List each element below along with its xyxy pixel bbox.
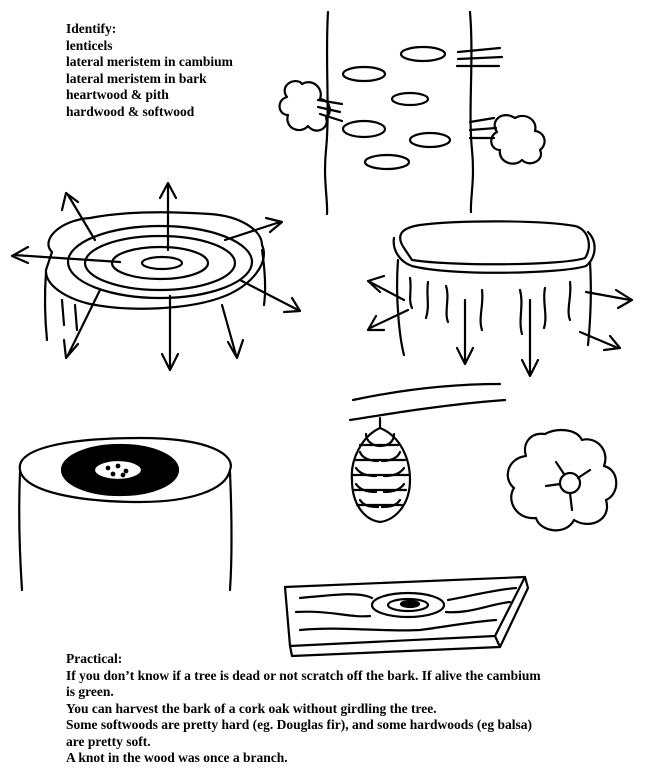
board-with-knot-sketch (285, 577, 528, 656)
identify-item-cambium: lateral meristem in cambium (66, 54, 233, 69)
identify-item-hardwood: hardwood & softwood (66, 103, 195, 119)
practical-notes (66, 651, 541, 767)
growth-ring-stump (12, 183, 300, 370)
identify-item-heartwood: heartwood & pith (66, 87, 169, 102)
practical-heading: Practical: (66, 651, 123, 666)
practical-line: If you don’t know if a tree is dead or not scratch off the bark. If alive the cambium (66, 667, 541, 683)
identify-item-bark: lateral meristem in bark (66, 70, 207, 86)
practical-line: A knot in the wood was once a branch. (66, 750, 288, 765)
knot-section-sketch (508, 430, 617, 530)
practical-line: You can harvest the bark of a cork oak without girdling the tree. (66, 700, 437, 716)
bark-stump (368, 221, 632, 376)
heartwood-pith-stump (19, 438, 231, 590)
lenticel-bark-sketch (280, 12, 545, 214)
pine-cone-sketch (350, 384, 505, 522)
practical-line: Some softwoods are pretty hard (eg. Douglas fir), and some hardwoods (eg balsa) (66, 717, 532, 732)
identify-heading: Identify: (66, 21, 117, 36)
practical-line: are pretty soft. (66, 733, 151, 749)
practical-line: is green. (66, 684, 114, 699)
identify-item-lenticels: lenticels (66, 37, 113, 53)
